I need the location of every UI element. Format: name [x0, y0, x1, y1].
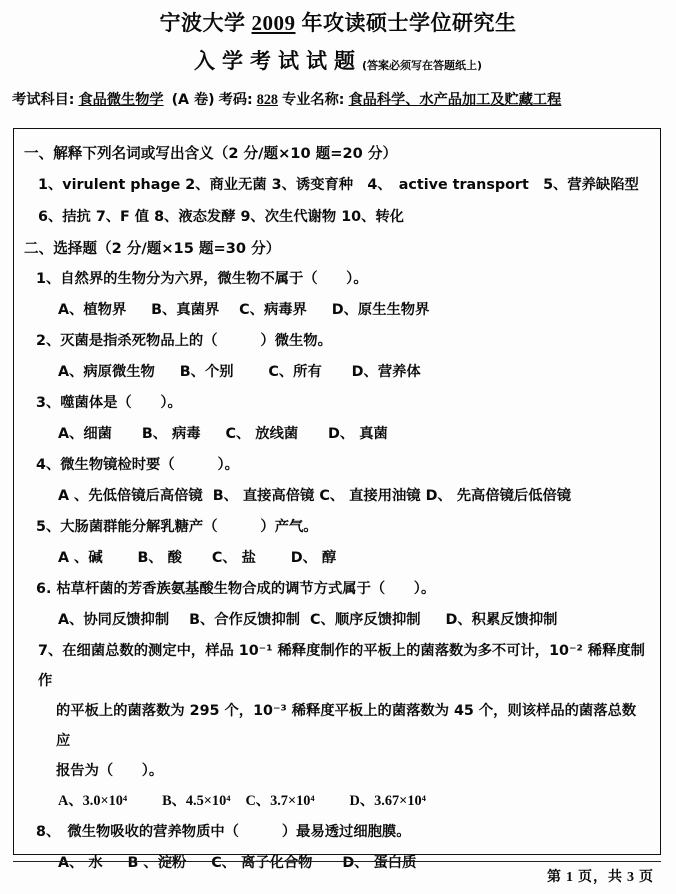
option-a[interactable]: A、细菌 [58, 426, 112, 442]
section-heading-2: 二、选择题（2 分/题×15 题=30 分） [24, 240, 281, 257]
option-d[interactable]: D、积累反馈抑制 [445, 612, 558, 628]
option-c[interactable]: C、顺序反馈抑制 [310, 612, 421, 628]
question-3-stem [24, 388, 650, 419]
option-a[interactable]: A、植物界 [58, 302, 127, 318]
term-line-2: 6、拮抗 7、F 值 8、液态发酵 9、次生代谢物 10、转化 [38, 209, 404, 225]
question-5-number: 5、 [36, 519, 61, 535]
footer-current-page: 1 [566, 870, 574, 885]
option-d[interactable]: D、原生生物界 [331, 302, 430, 318]
paper-version: (A 卷) [171, 92, 215, 108]
option-b[interactable]: B 、淀粉 [127, 855, 187, 871]
question-2-text: 灭菌是指杀死物品上的（ ）微生物。 [60, 333, 332, 349]
question-2-options [24, 357, 650, 388]
question-3-text: 噬菌体是（ ）。 [60, 395, 182, 411]
question-6-options [24, 605, 650, 636]
question-6-stem [24, 574, 650, 605]
question-5-options [24, 543, 650, 574]
question-1-number: 1、 [36, 271, 61, 287]
option-c[interactable]: C、 离子化合物 [211, 855, 313, 871]
page-header [0, 0, 676, 111]
option-d[interactable]: D、营养体 [351, 364, 421, 380]
exam-paper-title [0, 44, 676, 82]
option-c[interactable]: C、 直接用油镜 [319, 488, 421, 504]
page-footer [547, 866, 654, 886]
question-2-number: 2、 [36, 333, 61, 349]
question-7-number: 7、 [38, 643, 63, 659]
option-b[interactable]: B、个别 [179, 364, 234, 380]
question-area [13, 128, 661, 871]
question-3-number: 3、 [36, 395, 61, 411]
option-b[interactable]: B、 病毒 [141, 426, 201, 442]
option-c[interactable]: C、 盐 [211, 550, 256, 566]
code-value: 828 [256, 92, 278, 108]
option-a[interactable]: A、病原微生物 [58, 364, 155, 380]
option-b[interactable]: B、真菌界 [151, 302, 220, 318]
option-b[interactable]: B、 酸 [137, 550, 182, 566]
option-b[interactable]: B、 直接高倍镜 [212, 488, 315, 504]
major-value: 食品科学、水产品加工及贮藏工程 [348, 92, 562, 108]
university-name: 宁波大学 [159, 11, 246, 35]
subject-label: 考试科目: [12, 92, 75, 108]
footer-suffix: 页 [639, 869, 654, 885]
option-a[interactable]: A、 水 [58, 855, 103, 871]
question-7-options [24, 786, 650, 817]
option-c[interactable]: C、病毒界 [239, 302, 307, 318]
major-label: 专业名称: [282, 92, 345, 108]
question-6-text: 枯草杆菌的芳香族氨基酸生物合成的调节方式属于（ ）。 [56, 581, 436, 597]
question-4-options [24, 481, 650, 512]
option-d[interactable]: D、 醇 [290, 550, 337, 566]
question-8-text: 微生物吸收的营养物质中（ ）最易透过细胞膜。 [53, 824, 411, 840]
exam-title-main: 入学考试试题 [193, 49, 362, 73]
option-c[interactable]: C、 放线菌 [225, 426, 299, 442]
footer-divider [13, 861, 661, 862]
question-5-text: 大肠菌群能分解乳糖产（ ）产气。 [60, 519, 318, 535]
exam-info-line [0, 89, 676, 111]
subject-value: 食品微生物学 [78, 92, 164, 108]
question-6-number: 6. [36, 581, 52, 597]
question-1-stem [24, 264, 650, 295]
option-a[interactable]: A、协同反馈抑制 [58, 612, 170, 628]
question-5-stem [24, 512, 650, 543]
option-d[interactable]: D、 真菌 [328, 426, 388, 442]
question-4-text: 微生物镜检时要（ ）。 [60, 457, 239, 473]
option-a[interactable]: A 、先低倍镜后高倍镜 [58, 488, 203, 504]
option-b[interactable]: B、4.5×10⁴ [162, 793, 231, 809]
question-8-number: 8、 [36, 824, 54, 840]
question-1-text: 自然界的生物分为六界，微生物不属于（ ）。 [60, 271, 368, 287]
question-4-stem [24, 450, 650, 481]
option-d[interactable]: D、 蛋白质 [342, 855, 417, 871]
question-7-text-line2: 的平板上的菌落数为 295 个，10⁻³ 稀释度平板上的菌落数为 45 个，则该样品的菌落总数应 [56, 703, 637, 749]
option-a[interactable]: A、3.0×10⁴ [58, 793, 128, 809]
option-b[interactable]: B、合作反馈抑制 [189, 612, 301, 628]
question-1-options [24, 295, 650, 326]
exam-header-title [0, 8, 676, 38]
footer-total-pages: 3 [627, 870, 635, 885]
question-7-stem [24, 636, 650, 786]
term-line-1: 1、virulent phage 2、商业无菌 3、诱变育种 4、 active transport 5、营养缺陷型 [38, 177, 639, 193]
question-3-options [24, 419, 650, 450]
option-c[interactable]: C、3.7×10⁴ [245, 793, 315, 809]
code-label: 考码: [218, 92, 253, 108]
option-c[interactable]: C、所有 [268, 364, 322, 380]
exam-title-tail: 年攻读硕士学位研究生 [301, 11, 517, 35]
option-a[interactable]: A 、碱 [58, 550, 103, 566]
answer-sheet-note: (答案必须写在答题纸上) [361, 59, 483, 72]
option-d[interactable]: D、3.67×10⁴ [349, 793, 426, 809]
question-4-number: 4、 [36, 457, 61, 473]
question-7-text-line3: 报告为（ ）。 [56, 763, 164, 779]
question-7-text-line1: 在细菌总数的测定中，样品 10⁻¹ 稀释度制作的平板上的菌落数为多不可计，10⁻² 稀释度制作 [38, 643, 645, 689]
footer-prefix: 第 [547, 869, 562, 885]
exam-year: 2009 [251, 11, 296, 35]
question-2-stem [24, 326, 650, 357]
option-d[interactable]: D、 先高倍镜后低倍镜 [425, 488, 572, 504]
question-8-stem [24, 817, 650, 848]
footer-middle: 页，共 [578, 869, 623, 885]
section-heading-1: 一、解释下列名词或写出含义（2 分/题×10 题=20 分） [24, 145, 398, 162]
